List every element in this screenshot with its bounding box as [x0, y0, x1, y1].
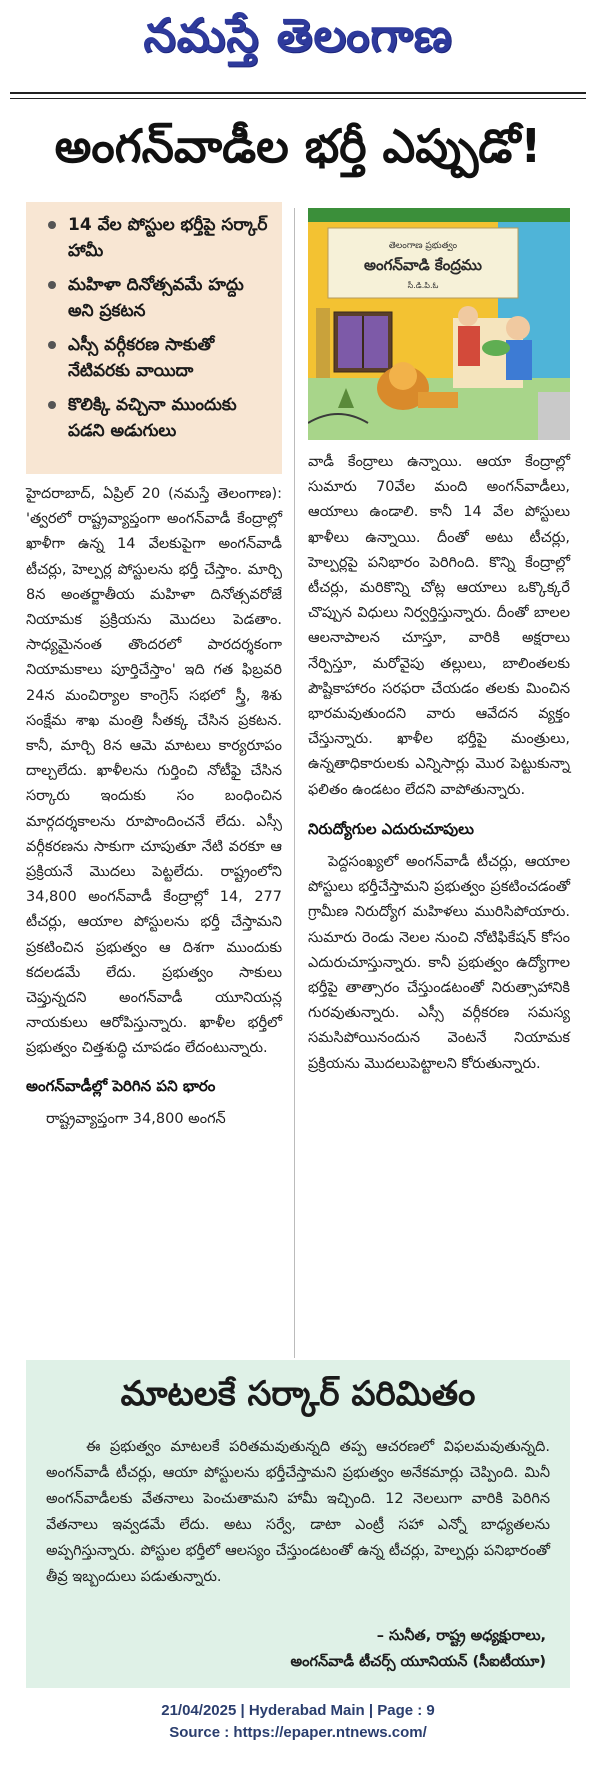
article-paragraph: పెద్దసంఖ్యలో అంగన్‌వాడీ టీచర్లు, ఆయాల పోస్టులు భర్తీచేస్తామని ప్రభుత్వం ప్రకటించడంతో గ్రామీణ నిరుద్యోగ మహిళలు మురిసిపోయారు. సుమారు రెండు నెలల నుంచి నోటిఫికేషన్ కోసం ఎదురుచూస్తున్నారు. కానీ ప్రభుత్వం ఉద్యోగాల భర్తీపై తాత్సారం చేస్తుండటంతో నిరుత్సాహానికి గురవుతున్నారు. ఎస్సీ వర్గీకరణ సమస్య సమసిపోయినందున వెంటనే నియామక ప్రక్రియను మొదలుపెట్టాలని కోరుతున్నారు. — [308, 854, 570, 1072]
sign-bottom-text: సీ.డి.పి.ఓ — [407, 281, 439, 290]
top-rule-thin — [10, 98, 586, 99]
highlight-item: కొలిక్కి వచ్చినా ముందుకు పడని అడుగులు — [38, 392, 274, 444]
quote-box-body — [46, 1434, 550, 1590]
column-divider — [294, 208, 295, 1358]
quote-box-title: మాటలకే సర్కార్ పరిమితం — [120, 1374, 476, 1414]
masthead-title: నమస్తే తెలంగాణ — [143, 8, 453, 62]
top-rule — [10, 92, 586, 94]
masthead — [0, 0, 596, 82]
footer-source-line: Source : https://epaper.ntnews.com/ — [169, 1724, 427, 1741]
anganwadi-photo — [308, 208, 570, 440]
article-column-right — [308, 450, 570, 1077]
article-paragraph: రాష్ట్రవ్యాప్తంగా 34,800 అంగన్ — [46, 1110, 226, 1127]
footer-date-line: 21/04/2025 | Hyderabad Main | Page : 9 — [161, 1702, 435, 1719]
headline: అంగన్‌వాడీల భర్తీ ఎప్పుడో! — [54, 119, 542, 173]
article-paragraph: హైదరాబాద్, ఏప్రిల్ 20 (నమస్తే తెలంగాణ): 'త్వరలో రాష్ట్రవ్యాప్తంగా అంగన్‌వాడీ కేంద్రాల్లో ఖాళీగా ఉన్న 14 వేలకుపైగా అంగన్‌వాడీ టీచర్లు, హెల్పర్ల పోస్టులను భర్తీ చేస్తాం. మార్చి 8న అంతర్జాతీయ మహిళా దినోత్సవరోజే నియామక ప్రక్రియను మొదలు పెడతాం. సాధ్యమైనంత తొందరలో పారదర్శకంగా నియామకాలు పూర్తిచేస్తాం' ఇది గత ఫిబ్రవరి 24న మంచిర్యాల కాంగ్రెస్ సభలో స్త్రీ, శిశు సంక్షేమ శాఖ మంత్రి సీతక్క చేసిన ప్రకటన. కానీ, మార్చి 8న ఆమె మాటలు కార్యరూపం దాల్చలేదు. ఖాళీలను గుర్తించి నోటీఫై చేసిన సర్కారు ఇందుకు సం బంధించిన మార్గదర్శకాలను రూపొందించనే లేదు. ఎస్సీ వర్గీకరణను సాకుగా చూపుతూ నేటి వరకూ ఆ ప్రక్రియనే మొదలు పెట్టలేదు. రాష్ట్రంలోని 34,800 అంగన్‌వాడీ కేంద్రాల్లో 14, 277 టీచర్లు, ఆయాల పోస్టులను భర్తీ చేస్తామని ప్రకటించిన ప్రభుత్వం ఆ దిశగా ముందుకు కదలడమే లేదు. ప్రభుత్వం సాకులు చెప్తున్నదని అంగన్‌వాడీ యూనియన్ల నాయకులు ఆరోపిస్తున్నారు. ఖాళీల భర్తీలో ప్రభుత్వం చిత్తశుద్ధి చూపడం లేదంటున్నారు. — [26, 486, 282, 1057]
highlights-box — [26, 202, 282, 474]
article-column-left — [26, 482, 282, 1132]
article-paragraph: వాడీ కేంద్రాలు ఉన్నాయి. ఆయా కేంద్రాల్లో సుమారు 70వేల మంది అంగన్‌వాడీలు, ఆయాలు ఉండాలి. కానీ 14 వేల పోస్టులు ఖాళీలు ఉన్నాయి. దీంతో అటు టీచర్లు, హెల్పర్లపై పనిభారం పెరిగింది. కొన్ని కేంద్రాల్లో టీచర్లు, మరికొన్ని చోట్ల ఆయాలు ఒక్కొక్కరే చొప్పున విధులు నిర్వర్తిస్తున్నారు. దీంతో బాలల ఆలనాపాలన చూస్తూ, వారికి అక్షరాలు నేర్పిస్తూ, మరోవైపు తల్లులు, బాలింతలకు పౌష్టికాహారం సరఫరా చేయడం తలకు మించిన భారమవుతుందని వారు ఆవేదన వ్యక్తం చేస్తున్నారు. ఖాళీల భర్తీపై మంత్రులు, ఉన్నతాధికారులకు ఎన్నిసార్లు మొర పెట్టుకున్నా ఫలితం ఉండటం లేదని వాపోతున్నారు. — [308, 454, 570, 798]
highlight-item: మహిళా దినోత్సవమే హద్దు అని ప్రకటన — [38, 272, 274, 324]
section-subhead: నిరుద్యోగుల ఎదురుచూపులు — [308, 819, 474, 838]
signature-line-2: అంగన్‌వాడీ టీచర్స్ యూనియన్ (సీఐటీయూ) — [290, 1654, 546, 1670]
highlight-item: 14 వేల పోస్టుల భర్తీపై సర్కార్ హామీ — [38, 212, 274, 264]
sign-top-text: తెలంగాణ ప్రభుత్వం — [388, 241, 458, 251]
quote-box — [26, 1360, 570, 1688]
highlight-item: ఎస్సీ వర్గీకరణ సాకుతో నేటివరకు వాయిదా — [38, 332, 274, 384]
quote-paragraph: ఈ ప్రభుత్వం మాటలకే పరితమవుతున్నది తప్ప ఆచరణలో విఫలమవుతున్నది. అంగన్‌వాడీ టీచర్లు, ఆయా పోస్టులను భర్తీచేస్తామని ప్రభుత్వం అనేకమార్లు చెప్పింది. మినీ అంగన్‌వాడీలకు వేతనాలు పెంచుతామని హామీ ఇచ్చింది. 12 నెలలుగా వారికి పెరిగిన వేతనాలు ఇవ్వడమే లేదు. అటు సర్వే, డాటా ఎంట్రీ సహా ఎన్నో బాధ్యతలను అప్పగిస్తున్నారు. పోస్టుల భర్తీలో ఆలస్యం చేస్తుండటంతో ఉన్న టీచర్లు, హెల్పర్లు పనిభారంతో తీవ్ర ఇబ్బందులు పడుతున్నారు. — [46, 1439, 550, 1585]
signature-line-1: – సునీత, రాష్ట్ర అధ్యక్షురాలు, — [376, 1628, 546, 1644]
page-footer — [0, 1700, 596, 1744]
section-subhead: అంగన్‌వాడీల్లో పెరిగిన పని భారం — [26, 1076, 216, 1095]
sign-main-text: అంగన్‌వాడి కేంద్రము — [363, 256, 483, 274]
